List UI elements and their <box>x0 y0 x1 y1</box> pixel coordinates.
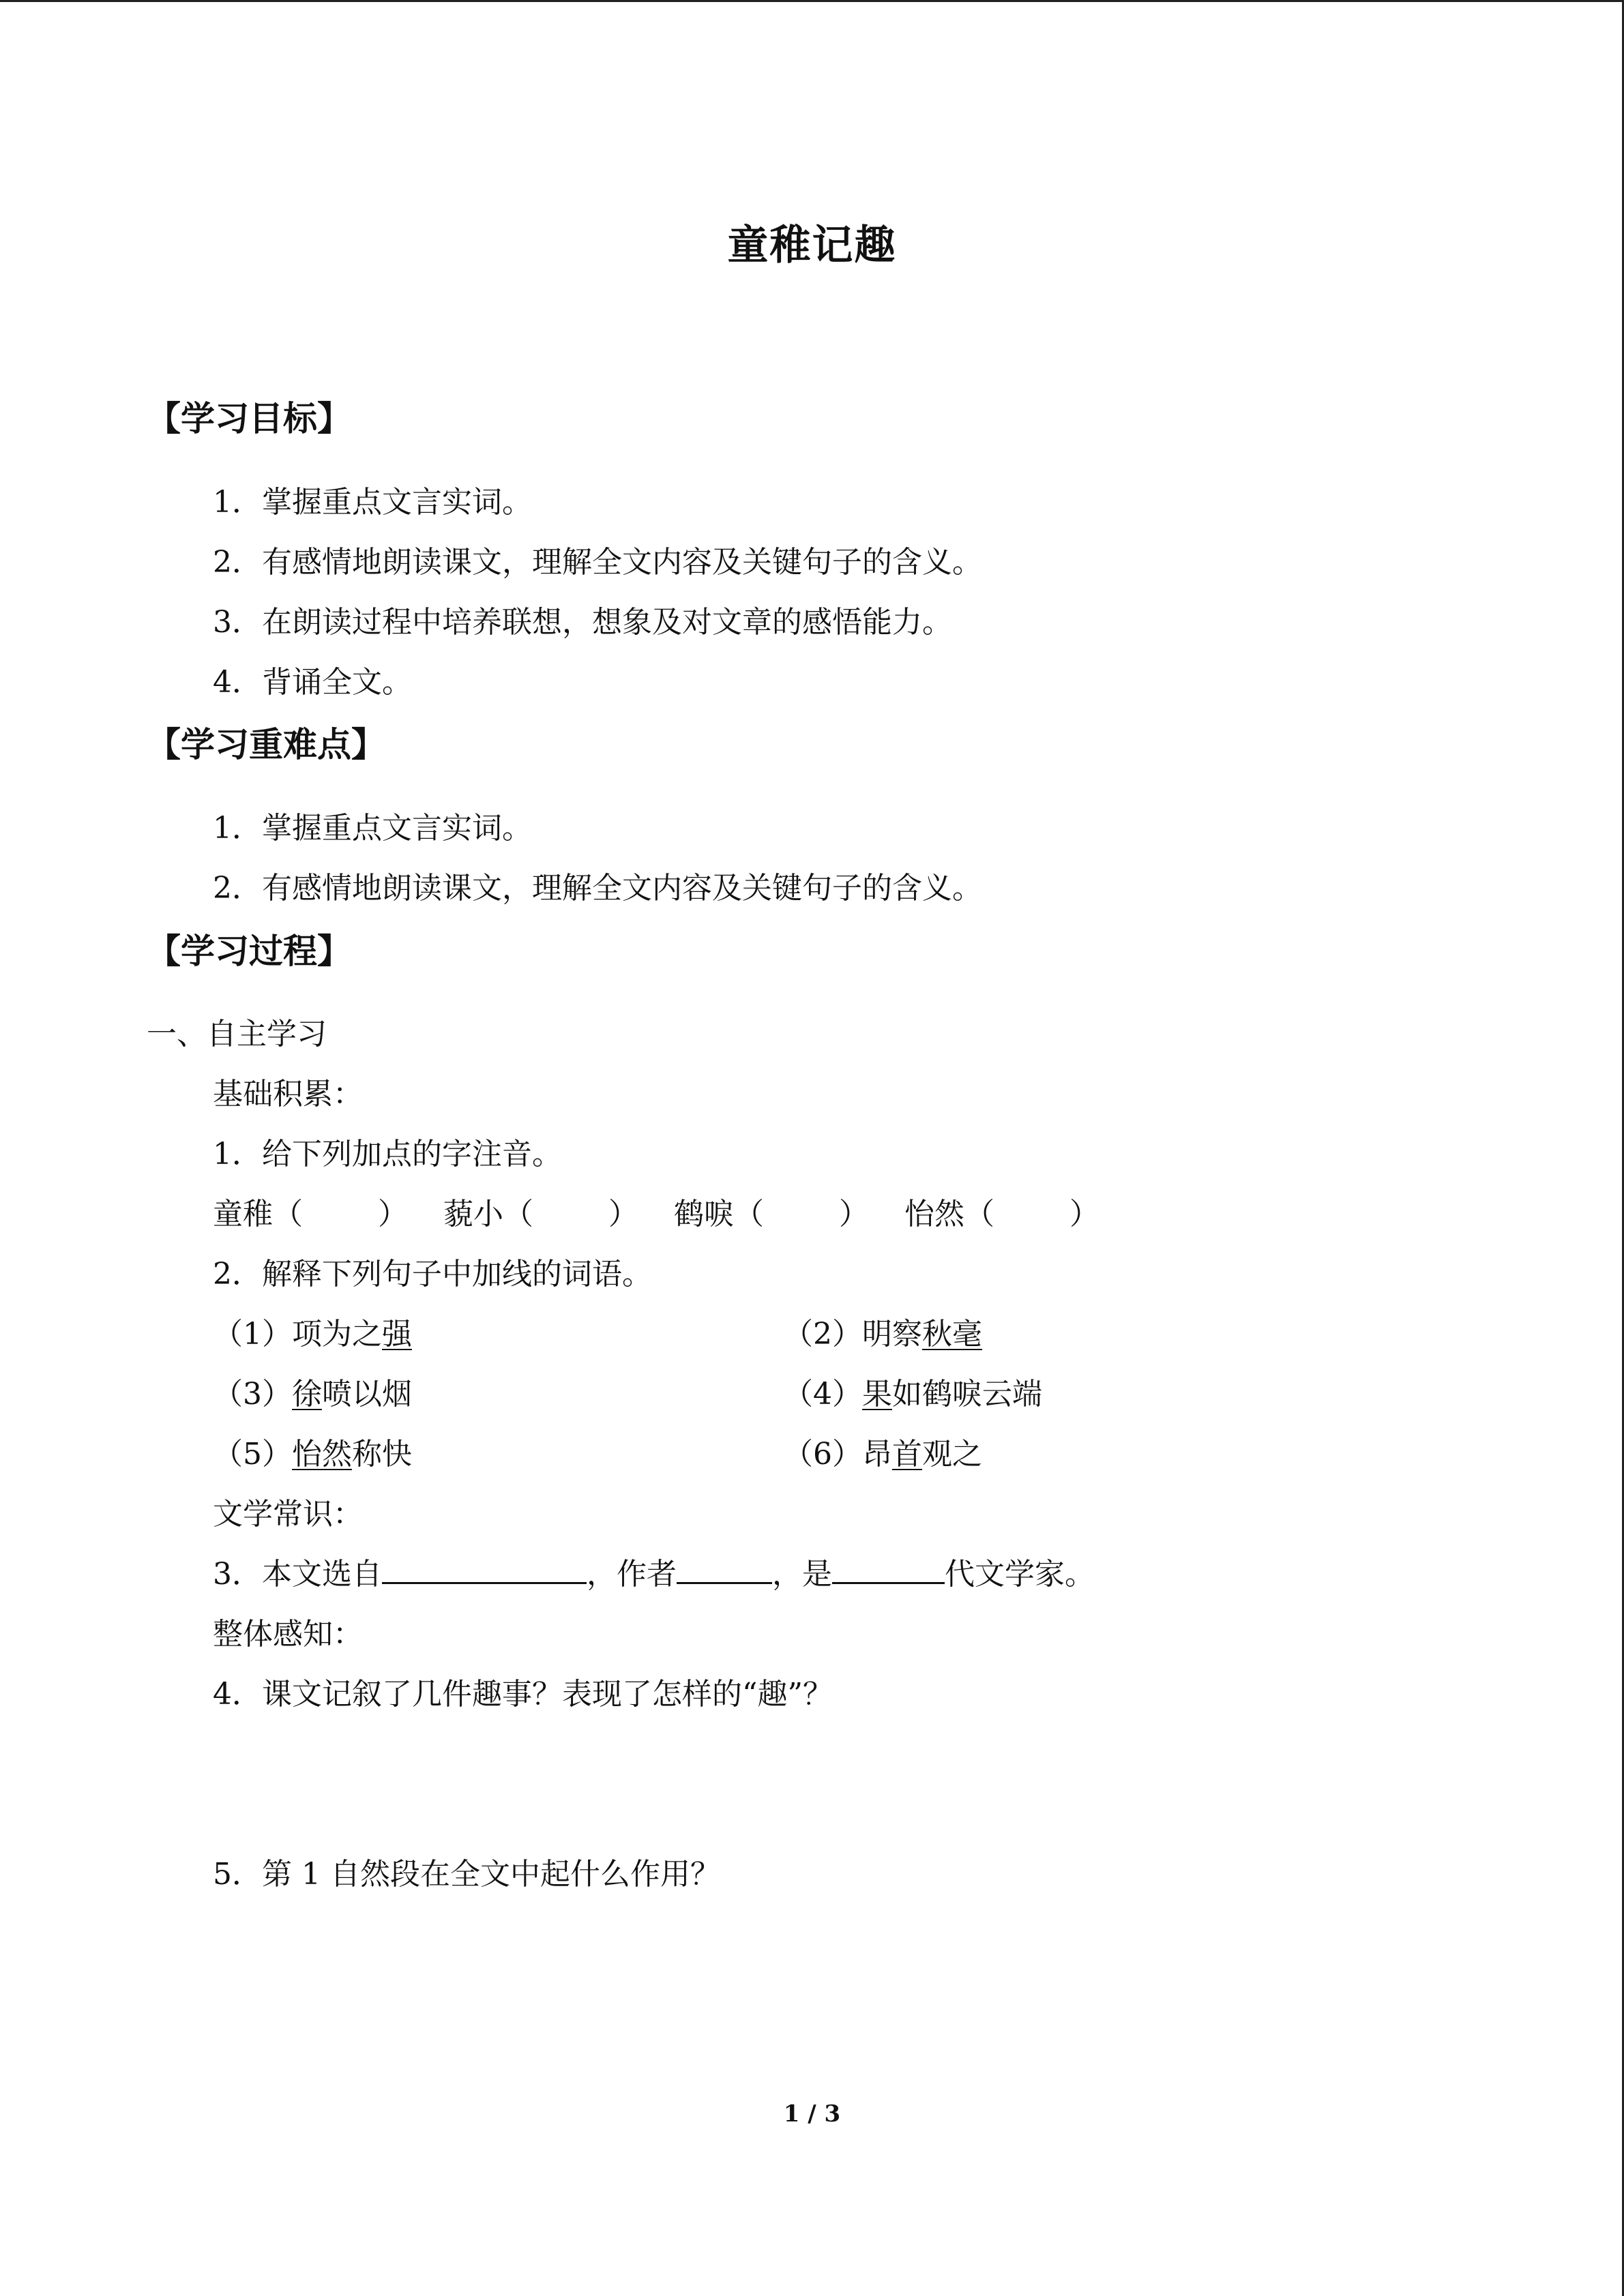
page-number: 1 / 3 <box>783 2100 841 2128</box>
q2-item-3: （3）徐喷以烟 <box>213 1377 412 1412</box>
question-2: 2．解释下列句子中加线的词语。 <box>213 1257 652 1292</box>
goal-item: 3．在朗读过程中培养联想，想象及对文章的感悟能力。 <box>213 605 952 640</box>
self-study-heading: 一、自主学习 <box>147 1017 327 1052</box>
goal-item: 2．有感情地朗读课文，理解全文内容及关键句子的含义。 <box>213 545 982 580</box>
basic-label: 基础积累： <box>213 1077 363 1112</box>
goal-item: 4．背诵全文。 <box>213 665 412 700</box>
pinyin-item: 童稚（ ） <box>213 1197 408 1232</box>
q2-item-5: （5）怡然称快 <box>213 1437 412 1472</box>
question-4: 4．课文记叙了几件趣事？表现了怎样的“趣”？ <box>213 1677 833 1712</box>
difficulty-item: 2．有感情地朗读课文，理解全文内容及关键句子的含义。 <box>213 871 982 906</box>
overall-label: 整体感知： <box>213 1617 363 1652</box>
page-title: 童稚记趣 <box>727 222 897 269</box>
q2-item-2: （2）明察秋毫 <box>783 1317 982 1352</box>
pinyin-row <box>213 1189 1099 1233</box>
pinyin-item: 怡然（ ） <box>904 1197 1099 1232</box>
literature-label: 文学常识： <box>213 1497 363 1532</box>
q2-item-4: （4）果如鹤唳云端 <box>783 1377 1042 1412</box>
pinyin-item: 鹤唳（ ） <box>674 1197 869 1232</box>
difficulty-item: 1．掌握重点文言实词。 <box>213 811 532 846</box>
answer-blank[interactable] <box>677 1555 772 1584</box>
q2-item-1: （1）项为之强 <box>213 1317 412 1352</box>
answer-blank[interactable] <box>382 1555 587 1584</box>
top-border-line <box>0 0 1624 2</box>
pinyin-item: 藐小（ ） <box>443 1197 638 1232</box>
process-heading: 【学习过程】 <box>147 931 351 971</box>
question-5: 5．第 1 自然段在全文中起什么作用？ <box>213 1857 720 1892</box>
goal-item: 1．掌握重点文言实词。 <box>213 485 532 520</box>
question-3: 3．本文选自 ，作者 ，是 代文学家。 <box>213 1549 1095 1593</box>
q2-item-6: （6）昂首观之 <box>783 1437 982 1472</box>
question-1: 1．给下列加点的字注音。 <box>213 1137 562 1172</box>
difficulties-heading: 【学习重难点】 <box>147 724 385 764</box>
goals-heading: 【学习目标】 <box>147 398 351 438</box>
answer-blank[interactable] <box>832 1555 945 1584</box>
